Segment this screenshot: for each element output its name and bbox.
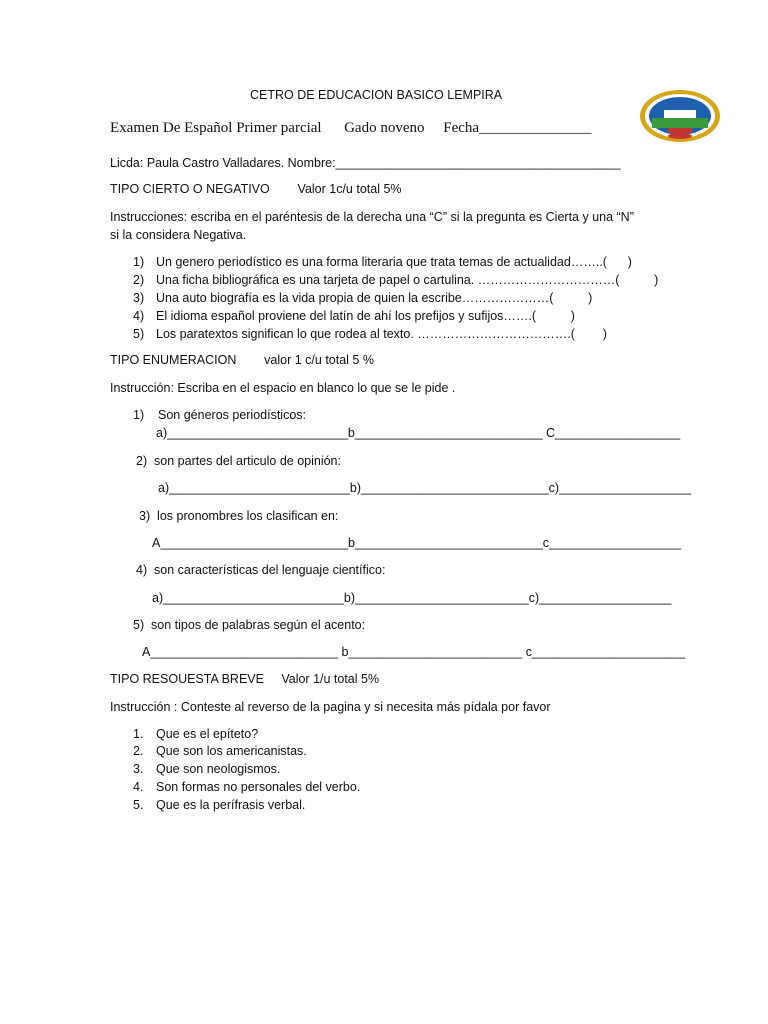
list-item-number: 4. [133,780,144,794]
section3-instruction: Instrucción : Conteste al reverso de la pagina y si necesita más pídala por favor [110,700,551,714]
list-item-number: 4) [133,309,145,323]
list-item: Que son neologismos. [156,762,281,776]
list-item: Que son los americanistas. [156,744,307,758]
section2-title: TIPO ENUMERACION valor 1 c/u total 5 % [110,353,374,367]
enum-question: 3) los pronombres los clasifican en: [139,509,339,523]
list-item: Una ficha bibliográfica es una tarjeta de papel o cartulina. ……………………………( ) [156,273,659,287]
list-item: Que es el epíteto? [156,727,259,741]
list-item: El idioma español proviene del latín de ahí los prefijos y sufijos…….( ) [156,309,575,323]
list-item: Un genero periodístico es una forma literaria que trata temas de actualidad……..( ) [156,255,632,269]
list-item-number: 3. [133,762,144,776]
list-item-number: 3) [133,291,145,305]
enum-answer-blanks: a)__________________________b)_________________________c)___________________ [152,591,672,605]
enum-question: 1) Son géneros periodísticos: [133,408,307,422]
teacher-name-line: Licda: Paula Castro Valladares. Nombre:_________________________________________ [110,156,621,170]
school-seal-logo [638,88,722,144]
list-item-number: 2) [133,273,145,287]
section1-instruction-cont: si la considera Negativa. [110,228,247,242]
enum-answer-blanks: A___________________________ b_________________________ c______________________ [142,645,685,659]
section1-title: TIPO CIERTO O NEGATIVO Valor 1c/u total 5% [110,182,402,196]
list-item: Una auto biografía es la vida propia de quien la escribe…………………( ) [156,291,593,305]
exam-title-line: Examen De Español Primer parcial Gado noveno Fecha_______________ [110,120,592,136]
enum-question: 4) son características del lenguaje científico: [136,563,386,577]
enum-question: 2) son partes del articulo de opinión: [136,454,341,468]
enum-answer-blanks: a)__________________________b___________________________ C__________________ [156,426,681,440]
list-item-number: 1. [133,727,144,741]
section2-instruction: Instrucción: Escriba en el espacio en blanco lo que se le pide . [110,381,456,395]
list-item-number: 1) [133,255,145,269]
list-item-number: 2. [133,744,144,758]
enum-question: 5) son tipos de palabras según el acento: [133,618,366,632]
list-item-number: 5) [133,327,145,341]
list-item-number: 5. [133,798,144,812]
section1-instruction: Instrucciones: escriba en el paréntesis de la derecha una “C” si la pregunta es Cierta y una “N” [110,210,634,224]
list-item: Los paratextos significan lo que rodea al texto. ……………………………….( ) [156,327,607,341]
school-name: CETRO DE EDUCACION BASICO LEMPIRA [250,88,503,102]
list-item: Son formas no personales del verbo. [156,780,361,794]
list-item: Que es la perífrasis verbal. [156,798,306,812]
section3-title: TIPO RESOUESTA BREVE Valor 1/u total 5% [110,672,380,686]
enum-answer-blanks: a)__________________________b)___________________________c)___________________ [158,481,692,495]
enum-answer-blanks: A___________________________b___________________________c___________________ [152,536,682,550]
